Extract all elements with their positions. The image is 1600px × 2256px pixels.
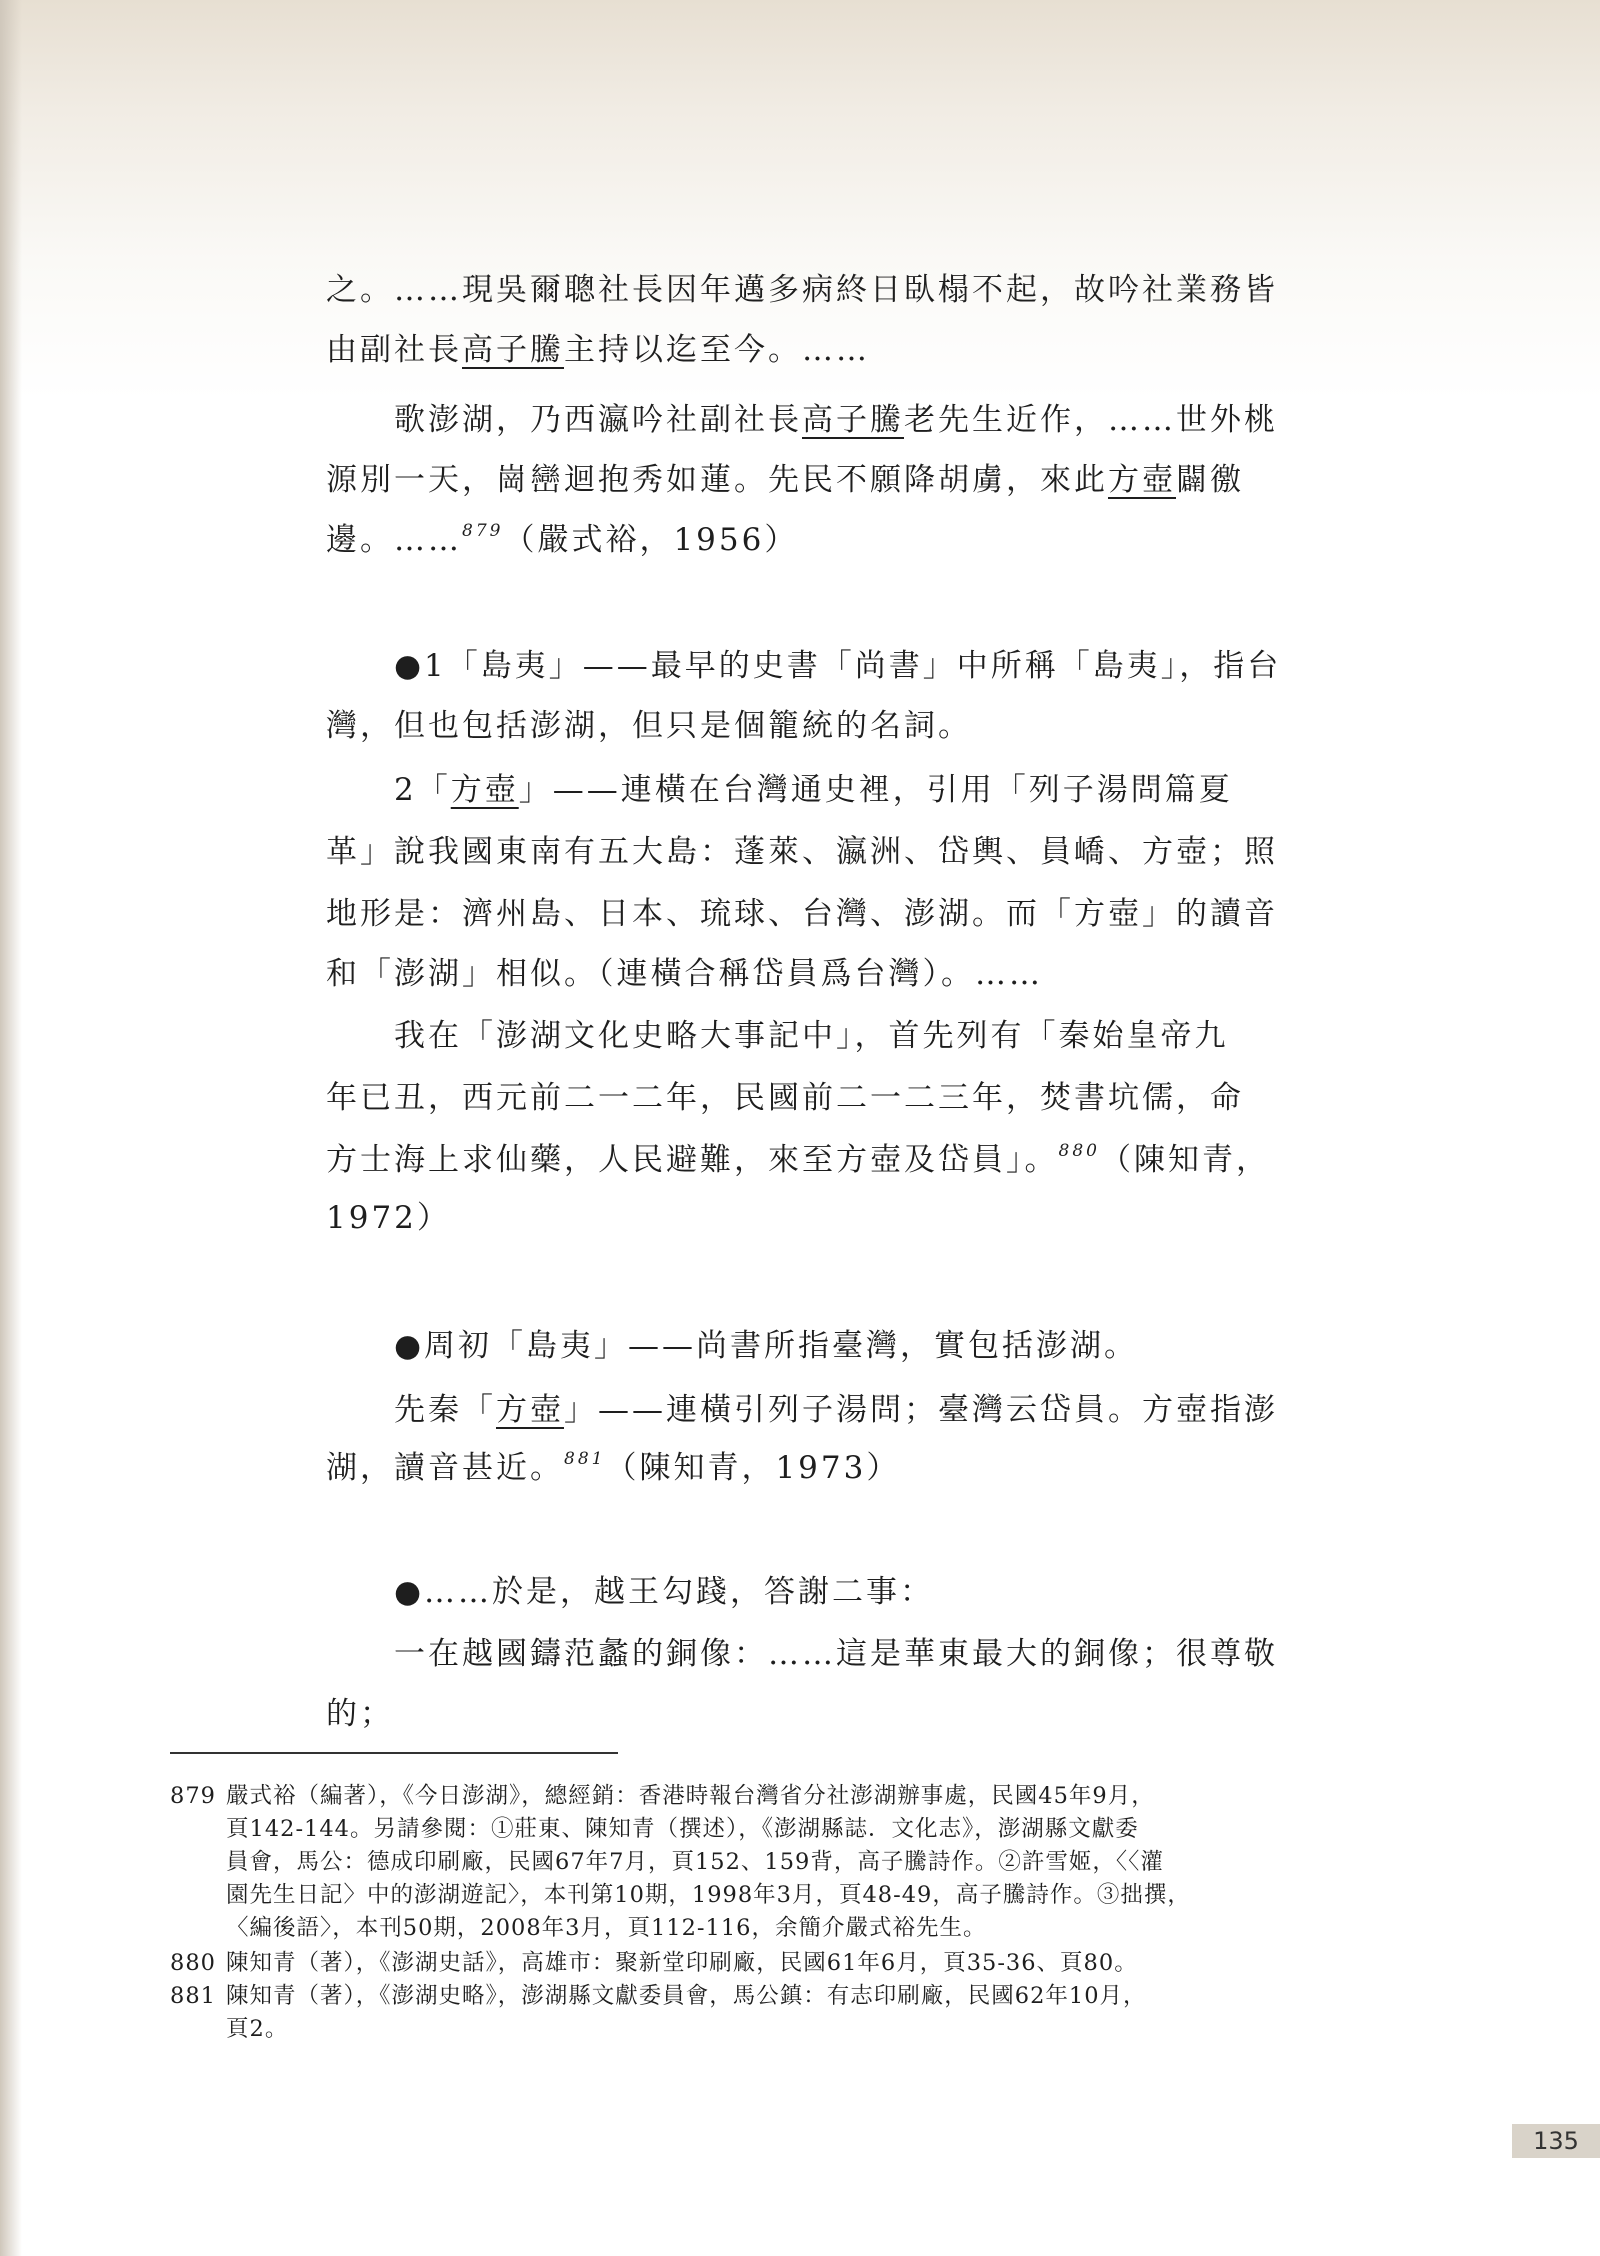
- footnote-ref: 881: [564, 1449, 606, 1469]
- footnote-line: 員會，馬公：德成印刷廠，民國67年7月，頁152、159背，高子騰詩作。②許雪姬，〈〈灌: [226, 1849, 1164, 1875]
- text-line: 1972）: [326, 1200, 451, 1236]
- text-line: 一在越國鑄范蠡的銅像：……這是華東最大的銅像；很尊敬: [394, 1636, 1278, 1672]
- footnote-880: 880 陳知青（著），《澎湖史話》，高雄市：聚新堂印刷廠，民國61年6月，頁35-36、頁80。: [170, 1947, 1360, 1980]
- footnote-line: 頁142-144。另請參閱：①莊東、陳知青（撰述），《澎湖縣誌．文化志》，澎湖縣文獻委: [226, 1816, 1139, 1842]
- text-line: 湖，讀音甚近。$^{881}$（陳知青，1973）: [326, 1449, 901, 1486]
- text-line: 我在「澎湖文化史略大事記中」，首先列有「秦始皇帝九: [394, 1018, 1229, 1054]
- footnote-ref: 879: [462, 521, 504, 541]
- footnote-line: 園先生日記〉中的澎湖遊記〉，本刊第10期，1998年3月，頁48-49，高子騰詩作。③拙撰，: [226, 1882, 1191, 1908]
- footnote-879: 879 嚴式裕（編著），《今日澎湖》，總經銷：香港時報台灣省分社澎湖辦事處，民國45年9月， 頁142-144。另請參閱：①莊東、陳知青（撰述），《澎湖縣誌．文化志》，澎湖縣文獻委 員會，馬公：德成印刷廠，民國67年7月，頁152、159背，高子騰詩作。②許雪姬，〈〈灌 園先生日記〉中的澎湖遊記〉，本刊第10期，1998年3月，頁48-49，高子騰詩作。③拙撰， 〈編後語〉，本刊50期，2008年3月，頁112-116，余簡介嚴式裕先生。: [170, 1780, 1360, 1945]
- page-edge-shadow: [0, 0, 22, 2256]
- text-line: 和「澎湖」相似。（連橫合稱岱員爲台灣）。……: [326, 956, 1043, 992]
- text-line: 歌澎湖，乃西瀛吟社副社長高子騰老先生近作，……世外桃: [394, 402, 1278, 438]
- text-line: 年已丑，西元前二一二年，民國前二一二三年，焚書坑儒，命: [326, 1080, 1244, 1116]
- text-line: ●1「島夷」——最早的史書「尚書」中所稱「島夷」，指台: [394, 648, 1282, 684]
- footnote-line: 頁2。: [226, 2016, 289, 2042]
- text-line: ●……於是，越王勾踐，答謝二事：: [394, 1574, 935, 1610]
- text-line: 方士海上求仙藥，人民避難，來至方壺及岱員」。$^{880}$（陳知青，: [326, 1141, 1270, 1178]
- text-line: 革」說我國東南有五大島：蓬萊、瀛洲、岱輿、員嶠、方壺；照: [326, 834, 1278, 870]
- proper-name: 方壺: [450, 772, 519, 808]
- footnote-line: 〈編後語〉，本刊50期，2008年3月，頁112-116，余簡介嚴式裕先生。: [226, 1915, 987, 1941]
- proper-name: 方壺: [1108, 462, 1176, 498]
- proper-name: 高子騰: [802, 402, 904, 438]
- proper-name: 高子騰: [462, 332, 564, 368]
- text-line: ●周初「島夷」——尚書所指臺灣，實包括澎湖。: [394, 1328, 1139, 1364]
- text-line: 地形是：濟州島、日本、琉球、台灣、澎湖。而「方壺」的讀音: [326, 896, 1278, 932]
- footnote-ref: 880: [1058, 1141, 1100, 1161]
- text-line: 邊。……$^{879}$（嚴式裕，1956）: [326, 521, 799, 558]
- text-line: 之。……現吳爾聰社長因年邁多病終日臥榻不起，故吟社業務皆: [326, 272, 1278, 308]
- footnote-divider: [170, 1752, 618, 1754]
- text-line: 由副社長高子騰主持以迄至今。……: [326, 332, 870, 368]
- text-line: 先秦「方壺」——連橫引列子湯問；臺灣云岱員。方壺指澎: [394, 1392, 1278, 1428]
- text-line: 灣，但也包括澎湖，但只是個籠統的名詞。: [326, 708, 972, 744]
- text-line: 2「方壺」——連橫在台灣通史裡，引用「列子湯問篇夏: [394, 772, 1233, 808]
- footnote-number: 879: [170, 1783, 216, 1809]
- footnote-881: 881 陳知青（著），《澎湖史略》，澎湖縣文獻委員會，馬公鎮：有志印刷廠，民國62年10月， 頁2。: [170, 1980, 1360, 2046]
- page-number: 135: [1512, 2124, 1600, 2158]
- footnote-number: 880: [170, 1950, 216, 1976]
- proper-name: 方壺: [496, 1392, 564, 1428]
- footnote-number: 881: [170, 1983, 216, 2009]
- text-line: 的；: [326, 1696, 394, 1732]
- text-line: 源別一天，崗巒迴抱秀如蓮。先民不願降胡虜，來此方壺闢徼: [326, 462, 1244, 498]
